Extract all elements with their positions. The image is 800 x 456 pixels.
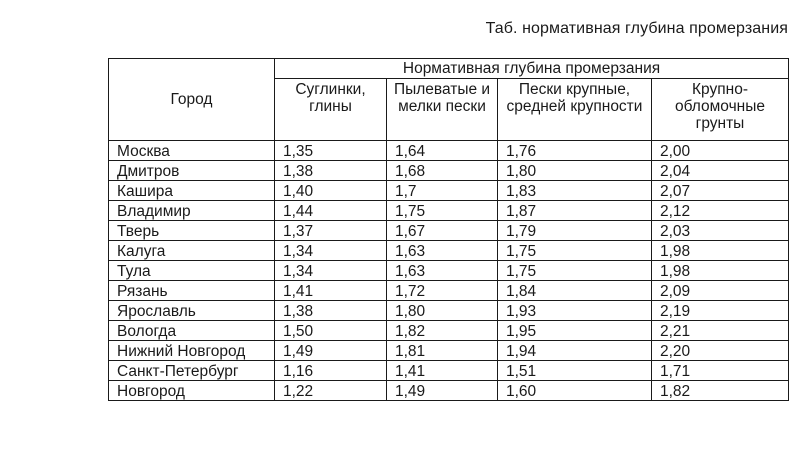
- cell-value: 1,63: [387, 261, 498, 281]
- table-row: [109, 381, 789, 401]
- column-group-header: Нормативная глубина промерзания: [275, 59, 789, 79]
- cell-city: Новгород: [109, 381, 275, 401]
- cell-value: 1,34: [275, 261, 387, 281]
- column-header-silty-fine-sand: Пылеватые и мелки пески: [387, 79, 498, 141]
- table-row: [109, 181, 789, 201]
- cell-value: 1,50: [275, 321, 387, 341]
- table-row: [109, 281, 789, 301]
- cell-value: 1,49: [275, 341, 387, 361]
- cell-value: 1,80: [498, 161, 652, 181]
- cell-value: 1,72: [387, 281, 498, 301]
- cell-value: 1,41: [387, 361, 498, 381]
- cell-value: 1,95: [498, 321, 652, 341]
- column-header-coarse-clastic-soil: Крупно-обломочные грунты: [652, 79, 789, 141]
- cell-city: Калуга: [109, 241, 275, 261]
- cell-value: 1,76: [498, 141, 652, 161]
- cell-value: 1,67: [387, 221, 498, 241]
- cell-value: 2,09: [652, 281, 789, 301]
- cell-value: 1,82: [387, 321, 498, 341]
- cell-value: 1,81: [387, 341, 498, 361]
- cell-value: 1,84: [498, 281, 652, 301]
- column-header-city: Город: [109, 59, 275, 141]
- cell-value: 1,98: [652, 241, 789, 261]
- cell-value: 1,63: [387, 241, 498, 261]
- cell-value: 1,37: [275, 221, 387, 241]
- cell-value: 1,40: [275, 181, 387, 201]
- table-row: [109, 221, 789, 241]
- table-row: [109, 261, 789, 281]
- cell-value: 1,44: [275, 201, 387, 221]
- table-row: [109, 301, 789, 321]
- cell-value: 2,19: [652, 301, 789, 321]
- cell-value: 1,49: [387, 381, 498, 401]
- table-row: [109, 241, 789, 261]
- table-row: [109, 321, 789, 341]
- table-row: [109, 341, 789, 361]
- cell-city: Дмитров: [109, 161, 275, 181]
- cell-value: 1,98: [652, 261, 789, 281]
- cell-city: Нижний Новгород: [109, 341, 275, 361]
- cell-value: 1,82: [652, 381, 789, 401]
- table-row: [109, 201, 789, 221]
- cell-value: 1,64: [387, 141, 498, 161]
- cell-value: 1,80: [387, 301, 498, 321]
- cell-value: 1,94: [498, 341, 652, 361]
- table-row: [109, 361, 789, 381]
- cell-value: 1,75: [498, 261, 652, 281]
- cell-city: Ярославль: [109, 301, 275, 321]
- cell-city: Владимир: [109, 201, 275, 221]
- cell-value: 1,16: [275, 361, 387, 381]
- cell-value: 1,60: [498, 381, 652, 401]
- cell-city: Санкт-Петербург: [109, 361, 275, 381]
- cell-value: 2,12: [652, 201, 789, 221]
- cell-city: Тверь: [109, 221, 275, 241]
- table-body: [109, 141, 789, 401]
- cell-value: 1,68: [387, 161, 498, 181]
- cell-value: 2,21: [652, 321, 789, 341]
- cell-city: Рязань: [109, 281, 275, 301]
- cell-value: 1,51: [498, 361, 652, 381]
- cell-city: Вологда: [109, 321, 275, 341]
- cell-value: 1,75: [387, 201, 498, 221]
- cell-value: 1,38: [275, 301, 387, 321]
- table-row: [109, 141, 789, 161]
- cell-value: 1,41: [275, 281, 387, 301]
- cell-value: 2,20: [652, 341, 789, 361]
- cell-value: 2,00: [652, 141, 789, 161]
- cell-value: 1,22: [275, 381, 387, 401]
- cell-value: 1,71: [652, 361, 789, 381]
- cell-city: Тула: [109, 261, 275, 281]
- cell-city: Москва: [109, 141, 275, 161]
- frost-depth-table: [108, 58, 789, 401]
- column-header-coarse-medium-sand: Пески крупные, средней крупности: [498, 79, 652, 141]
- cell-value: 1,35: [275, 141, 387, 161]
- cell-value: 2,04: [652, 161, 789, 181]
- cell-city: Кашира: [109, 181, 275, 201]
- table-row: [109, 161, 789, 181]
- cell-value: 2,07: [652, 181, 789, 201]
- cell-value: 1,75: [498, 241, 652, 261]
- cell-value: 1,34: [275, 241, 387, 261]
- cell-value: 1,93: [498, 301, 652, 321]
- column-header-loam-clay: Суглинки, глины: [275, 79, 387, 141]
- cell-value: 1,79: [498, 221, 652, 241]
- cell-value: 2,03: [652, 221, 789, 241]
- cell-value: 1,38: [275, 161, 387, 181]
- cell-value: 1,87: [498, 201, 652, 221]
- table-caption: Таб. нормативная глубина промерзания: [485, 20, 788, 37]
- cell-value: 1,83: [498, 181, 652, 201]
- cell-value: 1,7: [387, 181, 498, 201]
- header-row-group: [109, 59, 789, 79]
